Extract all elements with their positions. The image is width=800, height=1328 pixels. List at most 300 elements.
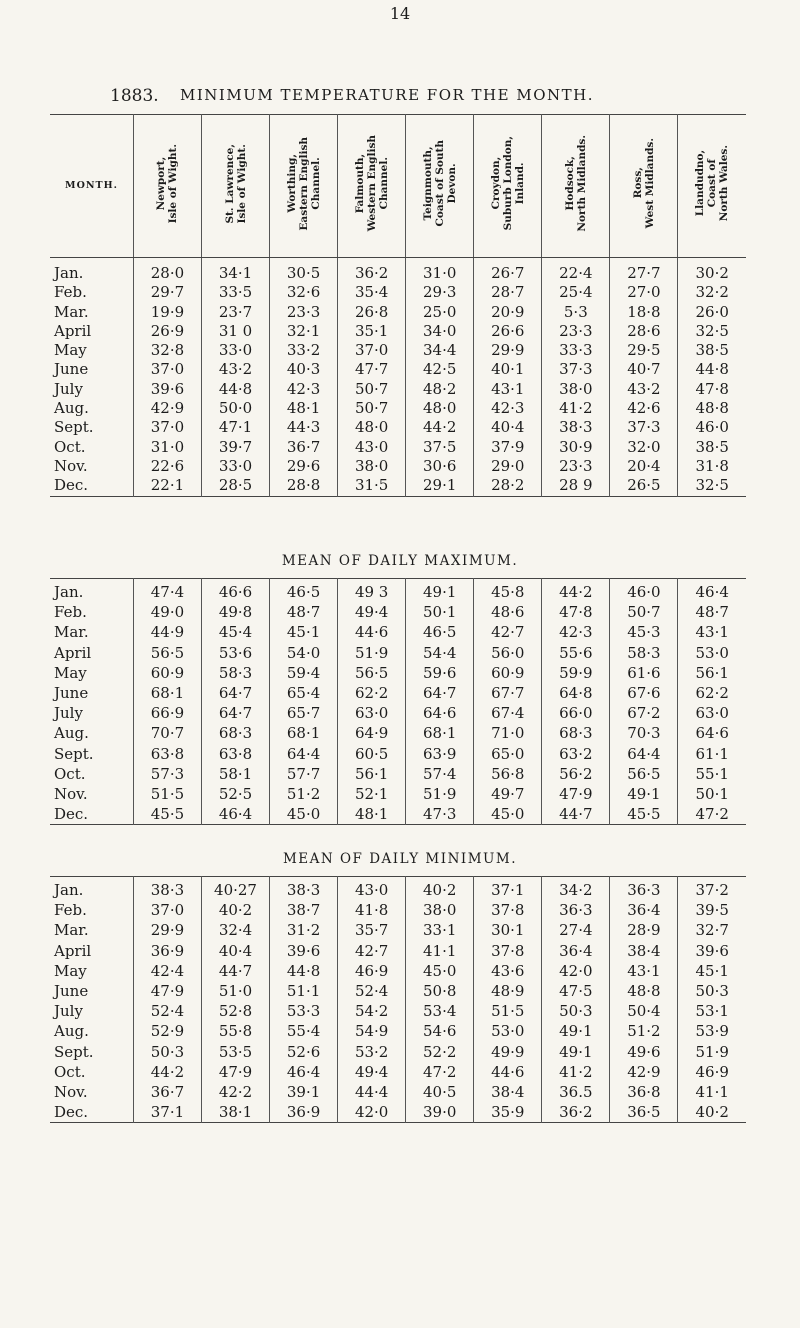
value-cell: 30·2	[678, 258, 746, 284]
station-column-header	[474, 115, 542, 258]
value-cell: 64·6	[406, 703, 474, 723]
value-cell: 52·4	[133, 1001, 201, 1021]
value-cell: 30·5	[270, 258, 338, 284]
value-cell: 52·5	[201, 784, 269, 804]
value-cell: 43·6	[474, 961, 542, 981]
month-cell: July	[54, 704, 83, 723]
table-row	[50, 1062, 746, 1082]
value-cell: 37·0	[133, 900, 201, 920]
value-cell: 51·2	[610, 1021, 678, 1041]
table-row	[50, 981, 746, 1001]
table-row	[50, 457, 746, 476]
value-cell: 20·4	[610, 457, 678, 476]
month-cell: Dec.	[54, 1103, 89, 1122]
value-cell: 62·2	[678, 683, 746, 703]
month-cell: Sept.	[54, 744, 94, 763]
value-cell: 70·7	[133, 723, 201, 743]
value-cell: 23·7	[201, 303, 269, 322]
table-row	[50, 1082, 746, 1102]
value-cell: 38·0	[406, 900, 474, 920]
station-column-header	[270, 115, 338, 258]
table-row	[50, 961, 746, 981]
table-row	[50, 703, 746, 723]
station-column-header	[406, 115, 474, 258]
value-cell: 37·0	[133, 360, 201, 379]
value-cell: 36·8	[610, 1082, 678, 1102]
station-header-line: North Midlands.	[575, 135, 588, 232]
value-cell: 22·1	[133, 476, 201, 496]
value-cell: 67·6	[610, 683, 678, 703]
value-cell: 49·1	[542, 1021, 610, 1041]
station-header-line: Llandudno,	[694, 150, 707, 217]
value-cell: 60·5	[338, 744, 406, 764]
value-cell: 50·1	[678, 784, 746, 804]
table-row	[50, 579, 746, 603]
value-cell: 37·8	[474, 941, 542, 961]
value-cell: 61·1	[678, 744, 746, 764]
value-cell: 66·9	[133, 703, 201, 723]
value-cell: 39·1	[270, 1082, 338, 1102]
value-cell: 41·1	[678, 1082, 746, 1102]
value-cell: 32·1	[270, 322, 338, 341]
value-cell: 64·8	[542, 683, 610, 703]
value-cell: 42·3	[474, 399, 542, 418]
value-cell: 42·4	[133, 961, 201, 981]
value-cell: 42·0	[338, 1102, 406, 1123]
value-cell: 31 0	[201, 322, 269, 341]
value-cell: 61·6	[610, 663, 678, 683]
value-cell: 33·1	[406, 920, 474, 940]
value-cell: 44·9	[133, 622, 201, 642]
station-header-line: Channel.	[309, 157, 322, 210]
value-cell: 35·7	[338, 920, 406, 940]
value-cell: 51·9	[338, 643, 406, 663]
mean-daily-minimum-table	[50, 876, 746, 1123]
value-cell: 38·1	[201, 1102, 269, 1123]
table-row	[50, 341, 746, 360]
table-row	[50, 683, 746, 703]
value-cell: 45·0	[474, 804, 542, 825]
value-cell: 60·9	[133, 663, 201, 683]
value-cell: 29·6	[270, 457, 338, 476]
station-column-header	[678, 115, 746, 258]
value-cell: 22·6	[133, 457, 201, 476]
value-cell: 38·4	[474, 1082, 542, 1102]
month-cell: May	[54, 961, 87, 980]
value-cell: 36·2	[338, 258, 406, 284]
value-cell: 25·0	[406, 303, 474, 322]
value-cell: 26·5	[610, 476, 678, 496]
station-column-header	[133, 115, 201, 258]
value-cell: 40·27	[201, 877, 269, 901]
value-cell: 41·1	[406, 941, 474, 961]
value-cell: 41·2	[542, 1062, 610, 1082]
value-cell: 53·9	[678, 1021, 746, 1041]
value-cell: 45·4	[201, 622, 269, 642]
value-cell: 38·3	[270, 877, 338, 901]
value-cell: 53·5	[201, 1042, 269, 1062]
value-cell: 32·2	[678, 283, 746, 302]
value-cell: 26·0	[678, 303, 746, 322]
value-cell: 64·4	[270, 744, 338, 764]
value-cell: 56·8	[474, 764, 542, 784]
month-cell: Feb.	[54, 901, 87, 920]
value-cell: 68·1	[133, 683, 201, 703]
table-row	[50, 663, 746, 683]
value-cell: 44·2	[406, 418, 474, 437]
value-cell: 65·0	[474, 744, 542, 764]
value-cell: 53·4	[406, 1001, 474, 1021]
value-cell: 44·8	[678, 360, 746, 379]
value-cell: 40·7	[610, 360, 678, 379]
value-cell: 32·5	[678, 322, 746, 341]
month-cell: Jan.	[54, 264, 84, 282]
value-cell: 49·1	[542, 1042, 610, 1062]
station-header-line: Channel.	[377, 157, 390, 210]
month-cell: Aug.	[54, 399, 89, 418]
value-cell: 63·8	[133, 744, 201, 764]
value-cell: 5·3	[542, 303, 610, 322]
value-cell: 54·4	[406, 643, 474, 663]
value-cell: 50·7	[610, 602, 678, 622]
month-cell: April	[54, 321, 92, 340]
section-title-daily-maximum: MEAN OF DAILY MAXIMUM.	[281, 553, 519, 569]
value-cell: 26·8	[338, 303, 406, 322]
value-cell: 63·9	[406, 744, 474, 764]
table-row	[50, 1021, 746, 1041]
value-cell: 65·4	[270, 683, 338, 703]
value-cell: 38·4	[610, 941, 678, 961]
month-cell: June	[54, 684, 89, 703]
table-row	[50, 877, 746, 901]
value-cell: 49·1	[610, 784, 678, 804]
value-cell: 45·1	[270, 622, 338, 642]
value-cell: 50·0	[201, 399, 269, 418]
station-header-line: Ross,	[631, 167, 644, 199]
value-cell: 42·7	[338, 941, 406, 961]
value-cell: 46·5	[270, 579, 338, 603]
station-header-line: Eastern English	[297, 136, 310, 231]
value-cell: 28·5	[201, 476, 269, 496]
value-cell: 46·4	[678, 579, 746, 603]
value-cell: 34·2	[542, 877, 610, 901]
value-cell: 44·7	[201, 961, 269, 981]
value-cell: 52·6	[270, 1042, 338, 1062]
value-cell: 58·1	[201, 764, 269, 784]
value-cell: 47·4	[133, 579, 201, 603]
value-cell: 53·0	[678, 643, 746, 663]
value-cell: 29·1	[406, 476, 474, 496]
table-row	[50, 399, 746, 418]
value-cell: 43·1	[610, 961, 678, 981]
month-cell: May	[54, 341, 87, 360]
value-cell: 23·3	[542, 322, 610, 341]
value-cell: 28·7	[474, 283, 542, 302]
value-cell: 64·9	[338, 723, 406, 743]
table-row	[50, 643, 746, 663]
value-cell: 42·9	[133, 399, 201, 418]
value-cell: 42·3	[542, 622, 610, 642]
value-cell: 62·2	[338, 683, 406, 703]
value-cell: 48·2	[406, 380, 474, 399]
value-cell: 28·8	[270, 476, 338, 496]
value-cell: 47·9	[133, 981, 201, 1001]
value-cell: 43·0	[338, 438, 406, 457]
value-cell: 48·1	[338, 804, 406, 825]
value-cell: 52·9	[133, 1021, 201, 1041]
value-cell: 36·9	[133, 941, 201, 961]
value-cell: 48·7	[678, 602, 746, 622]
value-cell: 48·6	[474, 602, 542, 622]
value-cell: 43·2	[201, 360, 269, 379]
value-cell: 59·4	[270, 663, 338, 683]
table-row	[50, 764, 746, 784]
station-header-line: Teignmouth,	[421, 146, 434, 221]
value-cell: 23·3	[270, 303, 338, 322]
value-cell: 37·1	[133, 1102, 201, 1123]
value-cell: 47·2	[678, 804, 746, 825]
table-row	[50, 941, 746, 961]
value-cell: 68·3	[201, 723, 269, 743]
value-cell: 38·5	[678, 438, 746, 457]
value-cell: 32·0	[610, 438, 678, 457]
value-cell: 29·7	[133, 283, 201, 302]
value-cell: 42·6	[610, 399, 678, 418]
value-cell: 32·5	[678, 476, 746, 496]
value-cell: 48·8	[678, 399, 746, 418]
value-cell: 47·2	[406, 1062, 474, 1082]
value-cell: 47·5	[542, 981, 610, 1001]
value-cell: 39·6	[678, 941, 746, 961]
value-cell: 47·3	[406, 804, 474, 825]
table-row	[50, 322, 746, 341]
value-cell: 50·3	[133, 1042, 201, 1062]
value-cell: 71·0	[474, 723, 542, 743]
value-cell: 55·6	[542, 643, 610, 663]
station-header-line: North Wales.	[718, 145, 731, 222]
value-cell: 36·3	[610, 877, 678, 901]
value-cell: 47·8	[678, 380, 746, 399]
value-cell: 46·5	[406, 622, 474, 642]
value-cell: 67·7	[474, 683, 542, 703]
month-cell: Nov.	[54, 1083, 88, 1102]
mean-daily-maximum-table	[50, 578, 746, 825]
month-cell: May	[54, 663, 87, 682]
value-cell: 44·2	[133, 1062, 201, 1082]
value-cell: 46·9	[678, 1062, 746, 1082]
value-cell: 47·1	[201, 418, 269, 437]
value-cell: 44·4	[338, 1082, 406, 1102]
value-cell: 45·5	[610, 804, 678, 825]
section-title-daily-minimum: MEAN OF DAILY MINIMUM.	[282, 851, 518, 867]
value-cell: 31·0	[406, 258, 474, 284]
value-cell: 26·9	[133, 322, 201, 341]
station-header-line: St. Lawrence,	[223, 143, 236, 224]
value-cell: 51·9	[406, 784, 474, 804]
table-row	[50, 476, 746, 496]
value-cell: 54·0	[270, 643, 338, 663]
value-cell: 27·4	[542, 920, 610, 940]
value-cell: 49·6	[610, 1042, 678, 1062]
value-cell: 28 9	[542, 476, 610, 496]
value-cell: 30·9	[542, 438, 610, 457]
value-cell: 38·3	[133, 877, 201, 901]
value-cell: 33·0	[201, 457, 269, 476]
value-cell: 31·8	[678, 457, 746, 476]
value-cell: 52·1	[338, 784, 406, 804]
station-header-line: Hodsock,	[563, 156, 576, 211]
station-header-line: Isle of Wight.	[167, 143, 180, 224]
value-cell: 47·9	[542, 784, 610, 804]
station-header-line: Coast of	[706, 159, 719, 208]
value-cell: 50·7	[338, 399, 406, 418]
value-cell: 47·8	[542, 602, 610, 622]
value-cell: 36.5	[542, 1082, 610, 1102]
value-cell: 44·8	[201, 380, 269, 399]
value-cell: 52·4	[338, 981, 406, 1001]
value-cell: 45·0	[270, 804, 338, 825]
station-header-line: West Midlands.	[643, 138, 656, 229]
value-cell: 42·2	[201, 1082, 269, 1102]
value-cell: 53·6	[201, 643, 269, 663]
value-cell: 68·1	[406, 723, 474, 743]
month-cell: Oct.	[54, 764, 86, 783]
value-cell: 56·1	[678, 663, 746, 683]
value-cell: 45·8	[474, 579, 542, 603]
value-cell: 49·4	[338, 602, 406, 622]
value-cell: 57·4	[406, 764, 474, 784]
value-cell: 63·2	[542, 744, 610, 764]
station-header-line: Isle of Wight.	[235, 143, 248, 224]
month-cell: July	[54, 1002, 83, 1021]
value-cell: 42·5	[406, 360, 474, 379]
value-cell: 37·9	[474, 438, 542, 457]
value-cell: 26·6	[474, 322, 542, 341]
table-row	[50, 804, 746, 825]
value-cell: 36·3	[542, 900, 610, 920]
value-cell: 43·0	[338, 877, 406, 901]
value-cell: 37·3	[542, 360, 610, 379]
value-cell: 31·2	[270, 920, 338, 940]
month-cell: Dec.	[54, 805, 89, 824]
value-cell: 33·5	[201, 283, 269, 302]
month-cell: June	[54, 982, 89, 1001]
value-cell: 45·0	[406, 961, 474, 981]
value-cell: 42·0	[542, 961, 610, 981]
value-cell: 57·3	[133, 764, 201, 784]
value-cell: 51·5	[474, 1001, 542, 1021]
value-cell: 58·3	[610, 643, 678, 663]
value-cell: 29·0	[474, 457, 542, 476]
month-cell: Sept.	[54, 1042, 94, 1061]
value-cell: 42·7	[474, 622, 542, 642]
value-cell: 64·6	[678, 723, 746, 743]
value-cell: 29·9	[133, 920, 201, 940]
value-cell: 56·5	[338, 663, 406, 683]
value-cell: 55·8	[201, 1021, 269, 1041]
value-cell: 68·3	[542, 723, 610, 743]
page-number: 14	[389, 4, 411, 23]
value-cell: 50·3	[678, 981, 746, 1001]
table-row	[50, 418, 746, 437]
table-row	[50, 258, 746, 284]
value-cell: 48·0	[406, 399, 474, 418]
value-cell: 44·7	[542, 804, 610, 825]
value-cell: 67·4	[474, 703, 542, 723]
value-cell: 40·4	[474, 418, 542, 437]
value-cell: 41·2	[542, 399, 610, 418]
value-cell: 49·1	[406, 579, 474, 603]
month-cell: Feb.	[54, 283, 87, 302]
value-cell: 46·9	[338, 961, 406, 981]
month-cell: Mar.	[54, 302, 89, 321]
month-cell: Aug.	[54, 724, 89, 743]
table-row	[50, 438, 746, 457]
month-cell: Mar.	[54, 623, 89, 642]
value-cell: 32·6	[270, 283, 338, 302]
table-row	[50, 723, 746, 743]
value-cell: 51·1	[270, 981, 338, 1001]
value-cell: 37·0	[133, 418, 201, 437]
table-row	[50, 602, 746, 622]
value-cell: 56·5	[133, 643, 201, 663]
value-cell: 64·7	[406, 683, 474, 703]
table-row	[50, 1102, 746, 1123]
value-cell: 64·7	[201, 703, 269, 723]
value-cell: 49·4	[338, 1062, 406, 1082]
value-cell: 50·1	[406, 602, 474, 622]
table-row	[50, 622, 746, 642]
value-cell: 48·8	[610, 981, 678, 1001]
value-cell: 50·8	[406, 981, 474, 1001]
value-cell: 59·6	[406, 663, 474, 683]
value-cell: 37·0	[338, 341, 406, 360]
value-cell: 56·0	[474, 643, 542, 663]
value-cell: 28·6	[610, 322, 678, 341]
value-cell: 44·6	[338, 622, 406, 642]
page-title: MINIMUM TEMPERATURE FOR THE MONTH.	[180, 86, 594, 104]
value-cell: 59·9	[542, 663, 610, 683]
value-cell: 45·5	[133, 804, 201, 825]
month-cell: Aug.	[54, 1022, 89, 1041]
value-cell: 27·7	[610, 258, 678, 284]
value-cell: 70·3	[610, 723, 678, 743]
value-cell: 32·4	[201, 920, 269, 940]
value-cell: 38·5	[678, 341, 746, 360]
table-row	[50, 283, 746, 302]
value-cell: 44·2	[542, 579, 610, 603]
value-cell: 29·5	[610, 341, 678, 360]
table-row	[50, 360, 746, 379]
month-cell: June	[54, 360, 89, 379]
value-cell: 65·7	[270, 703, 338, 723]
value-cell: 43·1	[474, 380, 542, 399]
value-cell: 39·5	[678, 900, 746, 920]
value-cell: 46·0	[610, 579, 678, 603]
value-cell: 46·4	[201, 804, 269, 825]
value-cell: 50·3	[542, 1001, 610, 1021]
value-cell: 39·6	[270, 941, 338, 961]
value-cell: 38·3	[542, 418, 610, 437]
value-cell: 44·8	[270, 961, 338, 981]
station-column-header	[610, 115, 678, 258]
value-cell: 64·7	[201, 683, 269, 703]
month-column-header: MONTH.	[50, 115, 133, 258]
station-column-header	[338, 115, 406, 258]
value-cell: 63·0	[678, 703, 746, 723]
year-label: 1883.	[110, 86, 159, 106]
value-cell: 23·3	[542, 457, 610, 476]
